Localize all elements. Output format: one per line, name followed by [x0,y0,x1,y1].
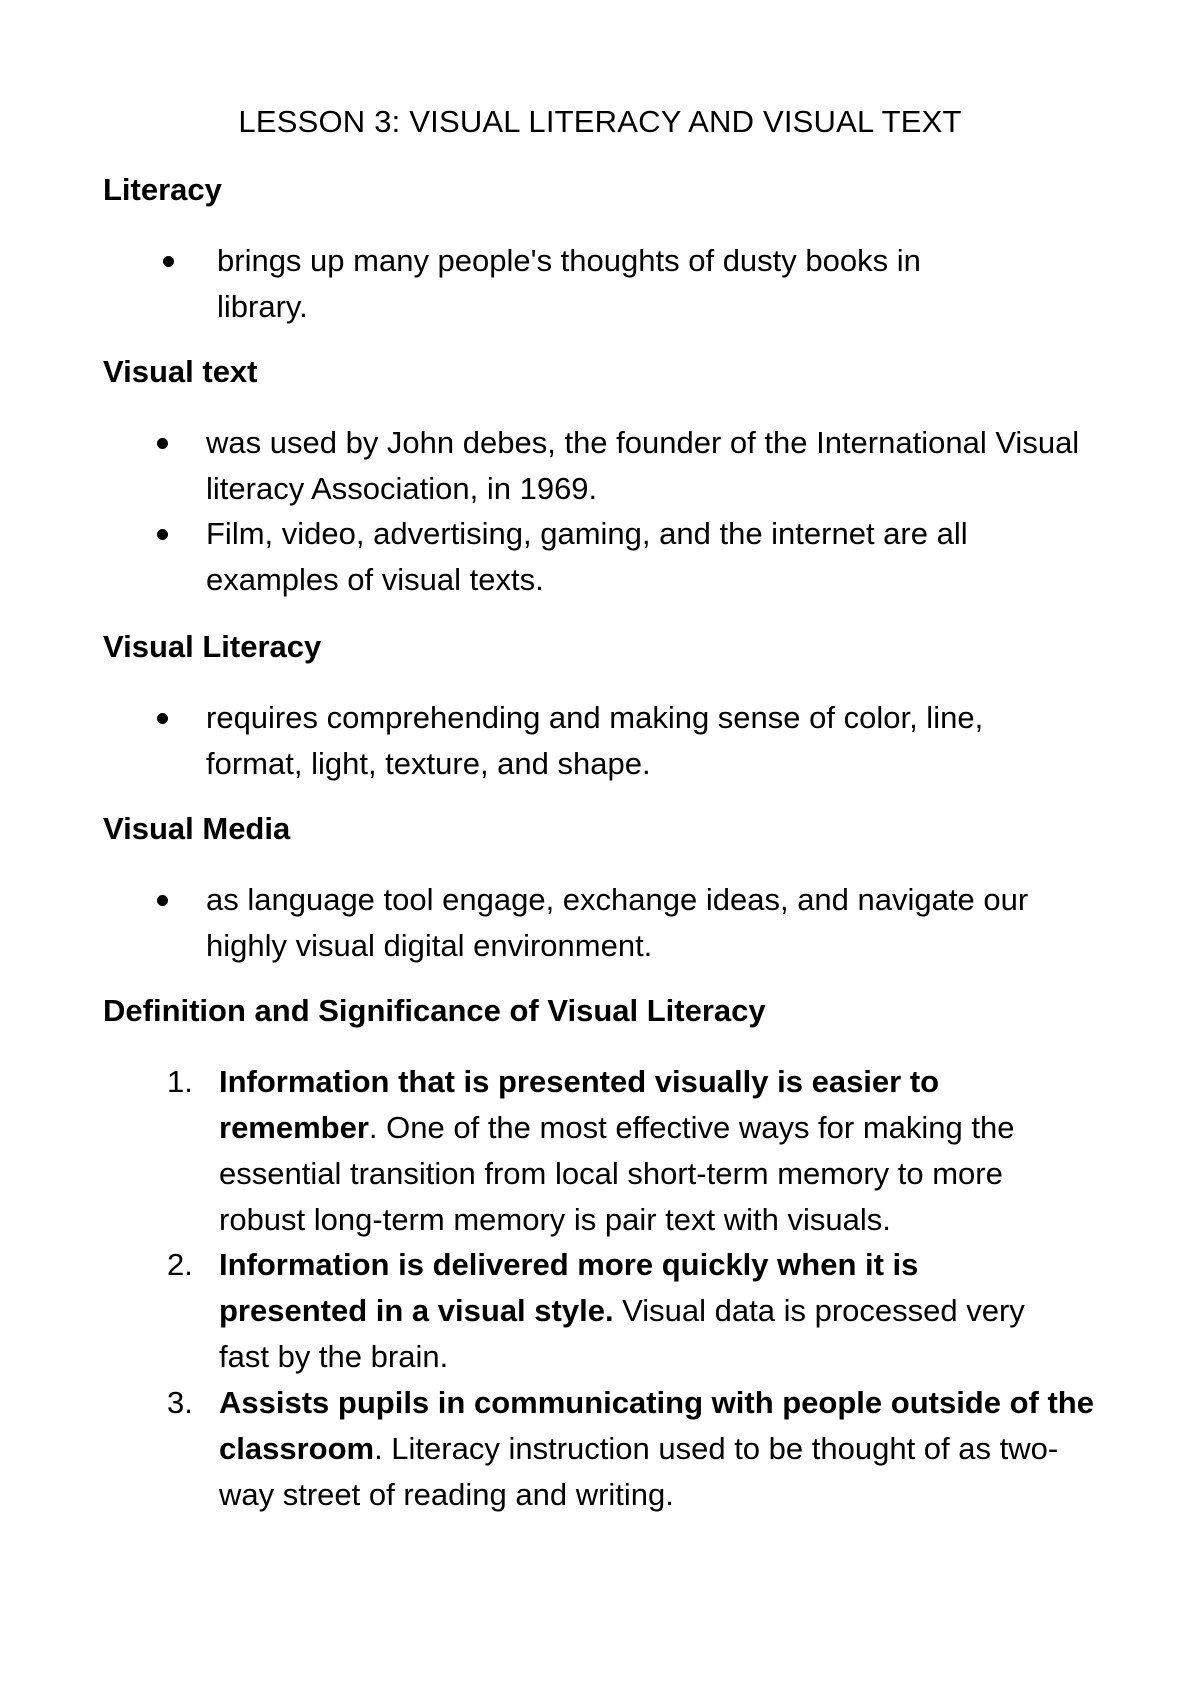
numbered-item-text: . Literacy instruction used to be thought of as two-way street of reading and writing. [219,1431,1059,1512]
list-item: Film, video, advertising, gaming, and the internet are all examples of visual texts. [206,516,968,597]
list-number: 2. [167,1247,193,1282]
numbered-item-bold: Assists pupils in communicating with people outside of the classroom [219,1385,1094,1466]
numbered-item [219,1380,1099,1518]
bullet-icon [157,438,168,449]
numbered-item-bold: Information is delivered more quickly when it is presented in a visual style. [219,1247,919,1328]
section-heading-visual-media: Visual Media [103,811,291,846]
numbered-item [219,1242,1069,1380]
bullet-icon [157,713,168,724]
numbered-item-text: Visual data is processed very fast by the brain. [219,1293,1025,1374]
numbered-item [219,1059,1069,1243]
list-item: as language tool engage, exchange ideas, and navigate our highly visual digital environment. [206,882,1029,963]
bullet-icon [157,895,168,906]
numbered-item-text: . One of the most effective ways for making the essential transition from local short-term memory to more robust long-term memory is pair text with visuals. [219,1110,1015,1237]
section-heading-definition: Definition and Significance of Visual Literacy [103,993,766,1028]
list-item: brings up many people's thoughts of dusty books in library. [217,243,921,324]
section-heading-visual-literacy: Visual Literacy [103,629,322,664]
list-item: was used by John debes, the founder of the International Visual literacy Association, in 1969. [206,425,1080,506]
bullet-icon [157,529,168,540]
numbered-item-bold: Information that is presented visually is easier to remember [219,1064,940,1145]
section-heading-literacy: Literacy [103,172,222,207]
list-number: 3. [167,1385,193,1420]
bullet-icon [163,256,174,267]
list-number: 1. [167,1064,193,1099]
page-title: LESSON 3: VISUAL LITERACY AND VISUAL TEXT [238,104,962,139]
section-heading-visual-text: Visual text [103,354,258,389]
list-item: requires comprehending and making sense of color, line, format, light, texture, and shape. [206,700,984,781]
